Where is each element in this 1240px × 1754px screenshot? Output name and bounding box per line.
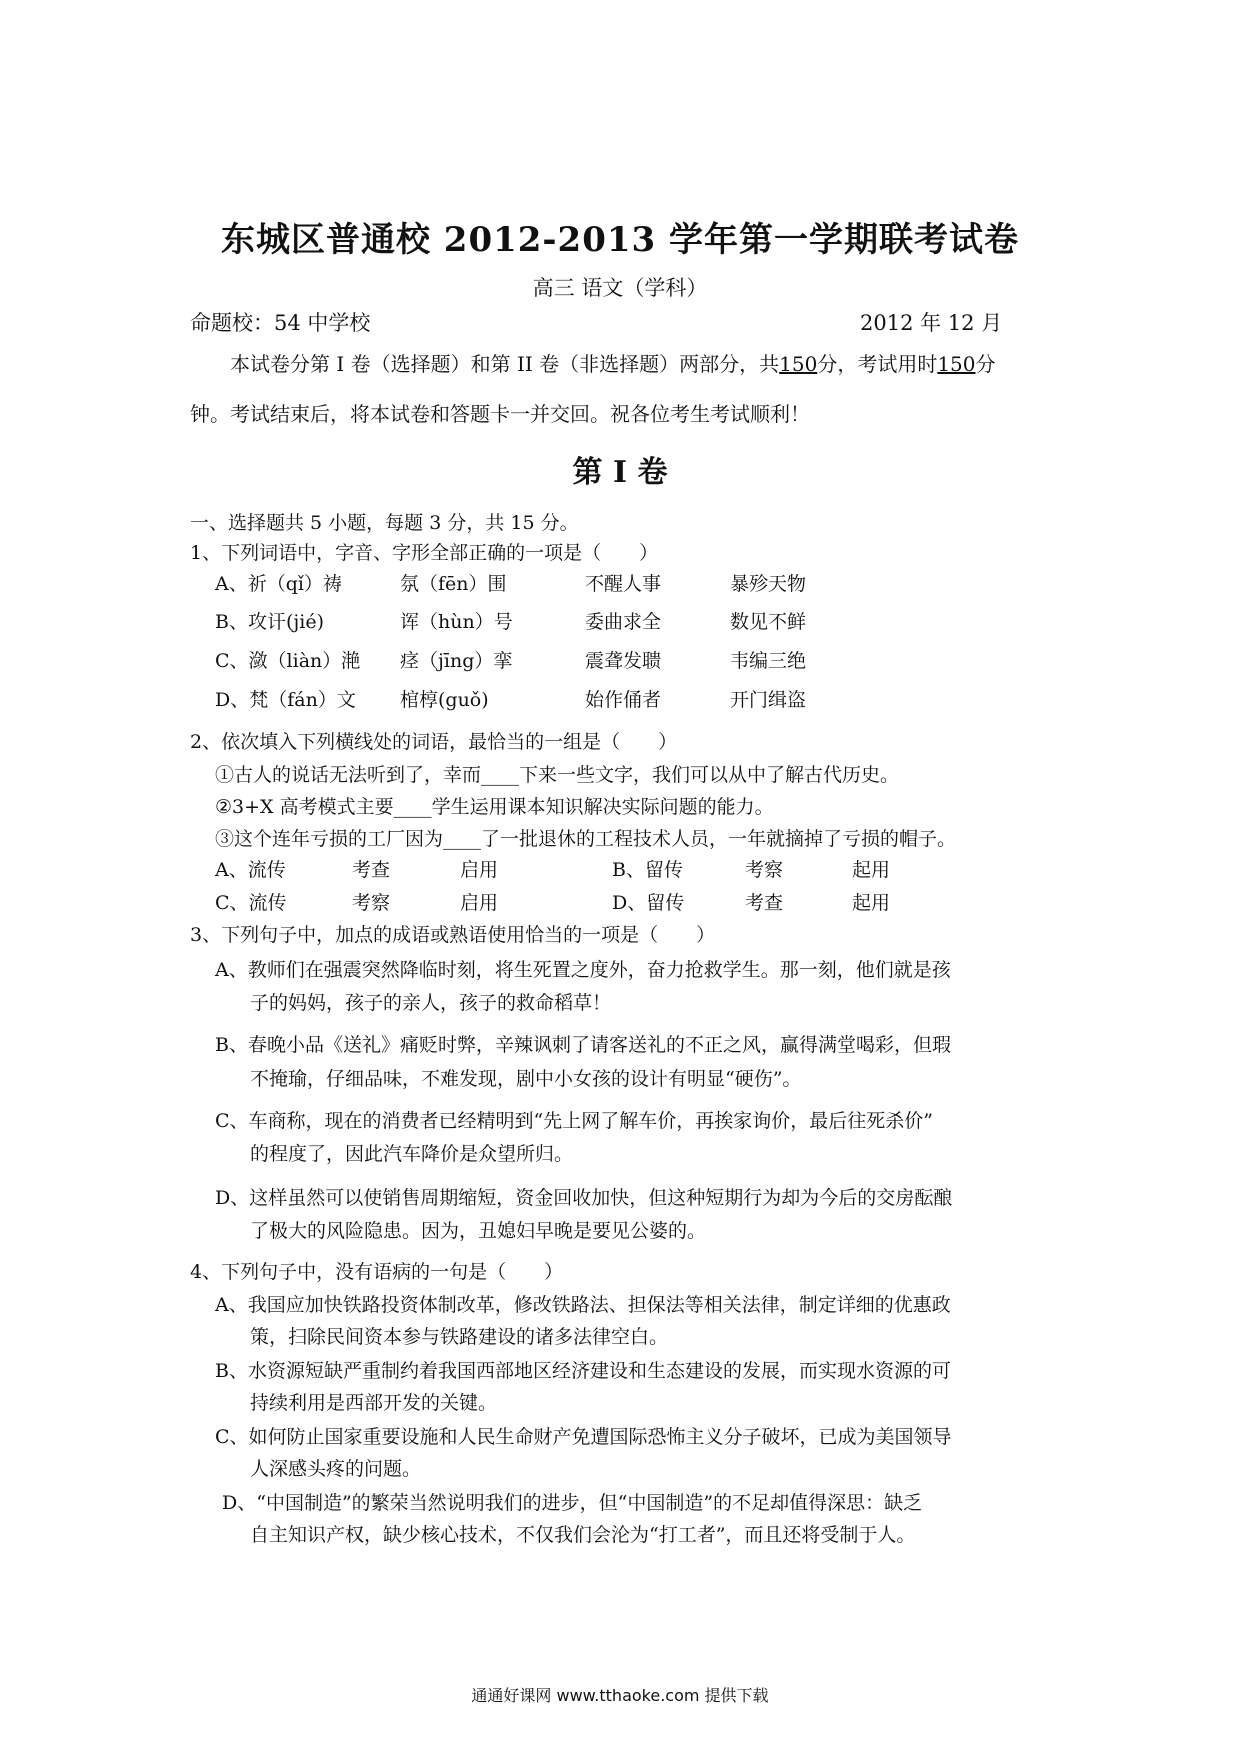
page-title: 东城区普通校 2012-2013 学年第一学期联考试卷 <box>220 220 1020 260</box>
q4-option-b-cont: 持续利用是西部开发的关键。 <box>250 1392 498 1414</box>
q1-option-c-2: 痉（jīng）挛 <box>400 650 513 672</box>
q2-option: 起用 <box>852 892 891 914</box>
q1-option-b-2: 诨（hùn）号 <box>400 611 513 633</box>
q3-option-a-cont: 子的妈妈，孩子的亲人，孩子的救命稻草！ <box>250 992 612 1014</box>
school-label: 命题校：54 中学校 <box>190 311 371 335</box>
q1-option-d-4: 开门缉盗 <box>730 689 807 711</box>
q1-option-d-3: 始作俑者 <box>585 689 662 711</box>
q1-option-c-4: 韦编三绝 <box>730 650 807 672</box>
question-2-stem: 2、依次填入下列横线处的词语，最恰当的一组是（ ） <box>190 731 678 753</box>
q2-sentence-2: ②3+X 高考模式主要____学生运用课本知识解决实际问题的能力。 <box>215 796 774 818</box>
q3-option-d: D、这样虽然可以使销售周期缩短，资金回收加快，但这种短期行为却为今后的交房酝酿 <box>215 1187 953 1209</box>
question-4-stem: 4、下列句子中，没有语病的一句是（ ） <box>190 1261 564 1283</box>
q2-option: D、留传 <box>612 892 685 914</box>
page-footer: 通通好课网 www.tthaoke.com 提供下载 <box>471 1686 769 1705</box>
q2-option: 考查 <box>745 892 784 914</box>
intro-line-1 <box>230 348 996 377</box>
q4-option-c-cont: 人深感头疼的问题。 <box>250 1458 422 1480</box>
section-heading: 一、选择题共 5 小题，每题 3 分，共 15 分。 <box>190 512 579 534</box>
q4-option-d: D、“中国制造”的繁荣当然说明我们的进步，但“中国制造”的不足却值得深思：缺乏 <box>222 1492 923 1514</box>
q4-option-a: A、我国应加快铁路投资体制改革，修改铁路法、担保法等相关法律，制定详细的优惠政 <box>215 1294 951 1316</box>
q1-option-a-1: A、祈（qǐ）祷 <box>215 573 342 595</box>
q3-option-b-cont: 不掩瑜，仔细品味，不难发现，剧中小女孩的设计有明显“硬伤”。 <box>250 1068 802 1090</box>
question-3-stem: 3、下列句子中，加点的成语或熟语使用恰当的一项是（ ） <box>190 924 716 946</box>
q1-option-d-1: D、梵（fán）文 <box>215 689 356 711</box>
question-1-stem: 1、下列词语中，字音、字形全部正确的一项是（ ） <box>190 542 659 564</box>
q2-sentence-1: ①古人的说话无法听到了，幸而____下来一些文字，我们可以从中了解古代历史。 <box>215 764 900 786</box>
intro-line-2: 钟。考试结束后，将本试卷和答题卡一并交回。祝各位考生考试顺利！ <box>190 402 810 426</box>
q2-option: 考查 <box>352 859 391 881</box>
q3-option-a: A、教师们在强震突然降临时刻，将生死置之度外，奋力抢救学生。那一刻，他们就是孩 <box>215 959 951 981</box>
total-score: 150 <box>779 352 818 376</box>
q2-option: 启用 <box>460 892 499 914</box>
q3-option-d-cont: 了极大的风险隐患。因为，丑媳妇早晚是要见公婆的。 <box>250 1220 707 1242</box>
exam-date: 2012 年 12 月 <box>860 311 1003 335</box>
intro-text: 本试卷分第 I 卷（选择题）和第 II 卷（非选择题）两部分，共 <box>230 352 780 376</box>
q1-option-b-1: B、攻讦(jié) <box>215 611 324 633</box>
volume-title: 第 I 卷 <box>572 455 668 490</box>
q2-option: B、留传 <box>612 859 683 881</box>
q2-option: A、流传 <box>215 859 286 881</box>
q1-option-c-1: C、潋（liàn）滟 <box>215 650 361 672</box>
q4-option-b: B、水资源短缺严重制约着我国西部地区经济建设和生态建设的发展，而实现水资源的可 <box>215 1360 951 1382</box>
q1-option-b-4: 数见不鲜 <box>730 611 807 633</box>
q4-option-d-cont: 自主知识产权，缺少核心技术，不仅我们会沦为“打工者”，而且还将受制于人。 <box>250 1524 916 1546</box>
page-subtitle: 高三 语文（学科） <box>532 276 708 300</box>
q2-option: 考察 <box>745 859 784 881</box>
q1-option-c-3: 震聋发聩 <box>585 650 662 672</box>
q3-option-c-cont: 的程度了，因此汽车降价是众望所归。 <box>250 1143 574 1165</box>
intro-text: 分 <box>975 352 996 376</box>
q4-option-a-cont: 策，扫除民间资本参与铁路建设的诸多法律空白。 <box>250 1326 669 1348</box>
q1-option-a-3: 不醒人事 <box>585 573 662 595</box>
q2-option: C、流传 <box>215 892 287 914</box>
intro-text: 分，考试用时 <box>817 352 938 376</box>
q1-option-a-2: 氛（fēn）围 <box>400 573 507 595</box>
q2-option: 起用 <box>852 859 891 881</box>
q3-option-c: C、车商称，现在的消费者已经精明到“先上网了解车价，再挨家询价，最后往死杀价” <box>215 1110 933 1132</box>
q2-sentence-3: ③这个连年亏损的工厂因为____了一批退休的工程技术人员，一年就摘掉了亏损的帽子。 <box>215 828 957 850</box>
q1-option-d-2: 棺椁(guǒ) <box>400 689 489 711</box>
q1-option-a-4: 暴殄天物 <box>730 573 807 595</box>
exam-duration: 150 <box>937 352 976 376</box>
q1-option-b-3: 委曲求全 <box>585 611 662 633</box>
q2-option: 考察 <box>352 892 391 914</box>
q3-option-b: B、春晚小品《送礼》痛贬时弊，辛辣讽刺了请客送礼的不正之风，赢得满堂喝彩，但瑕 <box>215 1034 951 1056</box>
q4-option-c: C、如何防止国家重要设施和人民生命财产免遭国际恐怖主义分子破坏，已成为美国领导 <box>215 1426 952 1448</box>
q2-option: 启用 <box>460 859 499 881</box>
